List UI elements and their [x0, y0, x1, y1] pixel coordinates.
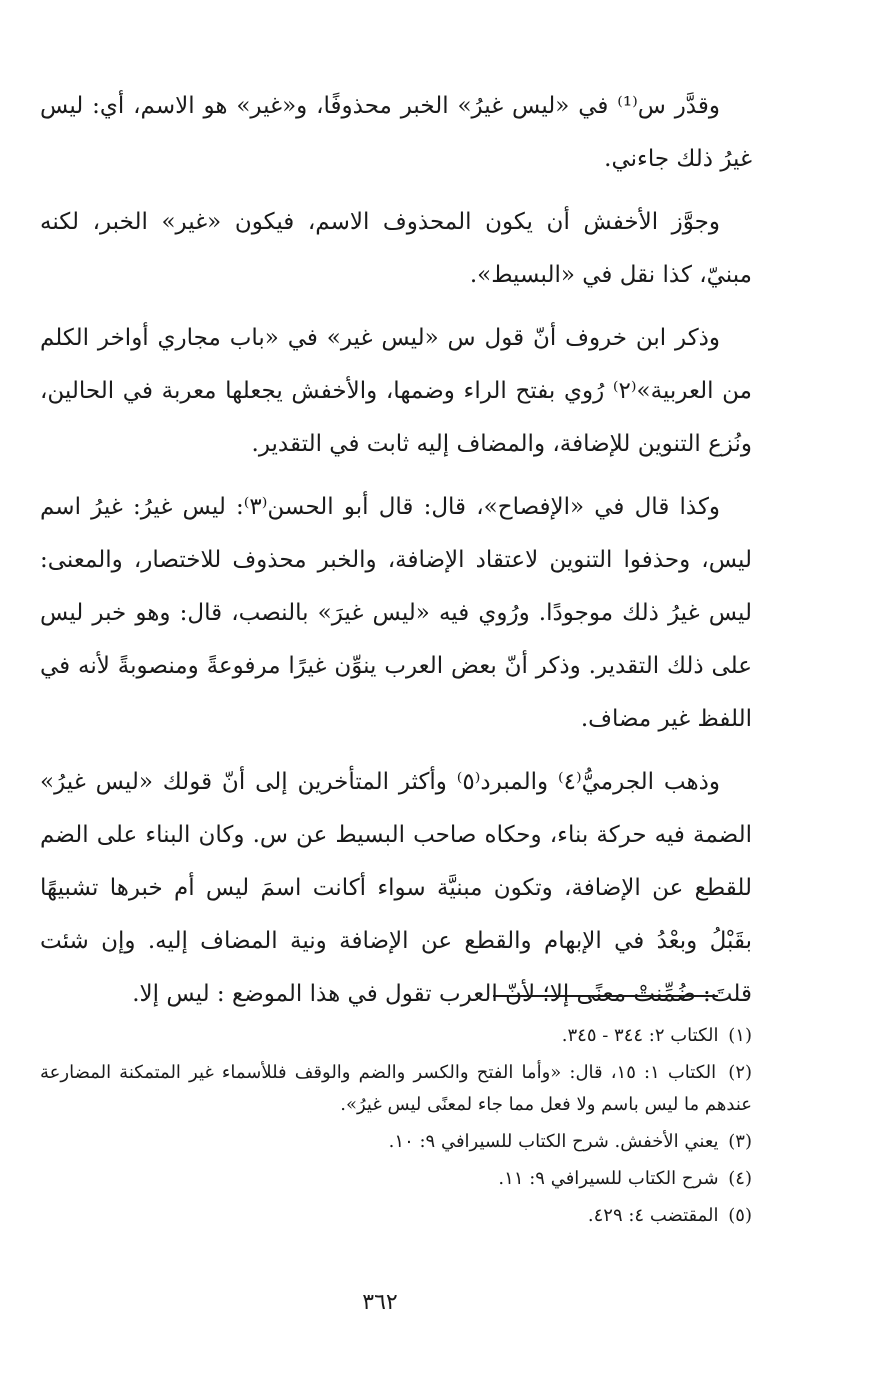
footnote-number: (٣)	[728, 1131, 752, 1152]
footnote-4	[40, 1163, 752, 1195]
footnote-5	[40, 1200, 752, 1232]
footnote-number: (٢)	[728, 1062, 753, 1083]
footnote-number: (٥)	[728, 1205, 752, 1226]
footnote-text: يعني الأخفش. شرح الكتاب للسيرافي ٩: ١٠.	[388, 1131, 719, 1152]
footnote-2	[40, 1057, 752, 1121]
footnote-1	[40, 1020, 752, 1052]
footnote-text: المقتضب ٤: ٤٢٩.	[587, 1205, 719, 1226]
paragraph-2: وجوَّز الأخفش أن يكون المحذوف الاسم، فيكون «غير» الخبر، لكنه مبنيّ، كذا نقل في «البسيط».	[40, 209, 752, 288]
paragraph-3: وذكر ابن خروف أنّ قول س «ليس غير» في «باب مجاري أواخر الكلم من العربية»⁽٢⁾ رُوي بفتح الراء وضمها، والأخفش يجعلها معربة في الحالين، ونُزع التنوين للإضافة، والمضاف إليه ثابت في التقدير.	[40, 325, 752, 457]
footnote-text: الكتاب ٢: ٣٤٤ - ٣٤٥.	[561, 1025, 719, 1046]
footnote-text: الكتاب ١: ١٥، قال: «وأما الفتح والكسر والضم والوقف فللأسماء غير المتمكنة المضارعة عندهم ما ليس باسم ولا فعل مما جاء لمعنًى ليس غيرُ».	[40, 1062, 752, 1115]
footnote-number: (٤)	[728, 1168, 752, 1189]
paragraph-5: وذهب الجرميُّ⁽٤⁾ والمبرد⁽٥⁾ وأكثر المتأخرين إلى أنّ قولك «ليس غيرُ» الضمة فيه حركة بناء، وحكاه صاحب البسيط عن س. وكان البناء على الضم للقطع عن الإضافة، وتكون مبنيَّة سواء أكانت اسمَ ليس أم خبرها تشبيهًا بقَبْلُ وبعْدُ في الإبهام والقطع عن الإضافة ونية المضاف إليه. وإن شئت قلتَ: ضُمِّنتْ معنًى إلا؛ لأنّ العرب تقول في هذا الموضع : ليس إلا.	[40, 769, 752, 1007]
footnotes	[40, 1020, 752, 1237]
footnote-3	[40, 1126, 752, 1158]
footnote-text: شرح الكتاب للسيرافي ٩: ١١.	[498, 1168, 719, 1189]
paragraph-1: وقدَّر س⁽¹⁾ في «ليس غيرُ» الخبر محذوفًا، و«غير» هو الاسم، أي: ليس غيرُ ذلك جاءني.	[40, 93, 752, 172]
page-number: ٣٦٢	[362, 1290, 398, 1315]
footnote-separator	[493, 995, 718, 997]
paragraph-4: وكذا قال في «الإفصاح»، قال: قال أبو الحسن⁽٣⁾: ليس غيرُ: غيرُ اسم ليس، وحذفوا التنوين لاعتقاد الإضافة، والخبر محذوف للاختصار، والمعنى: ليس غيرُ ذلك موجودًا. ورُوي فيه «ليس غيرَ» بالنصب، قال: وهو خبر ليس على ذلك التقدير. وذكر أنّ بعض العرب ينوِّن غيرًا مرفوعةً ومنصوبةً لأنه في اللفظ غير مضاف.	[40, 494, 752, 732]
main-text	[40, 80, 752, 1031]
footnote-number: (١)	[728, 1025, 752, 1046]
